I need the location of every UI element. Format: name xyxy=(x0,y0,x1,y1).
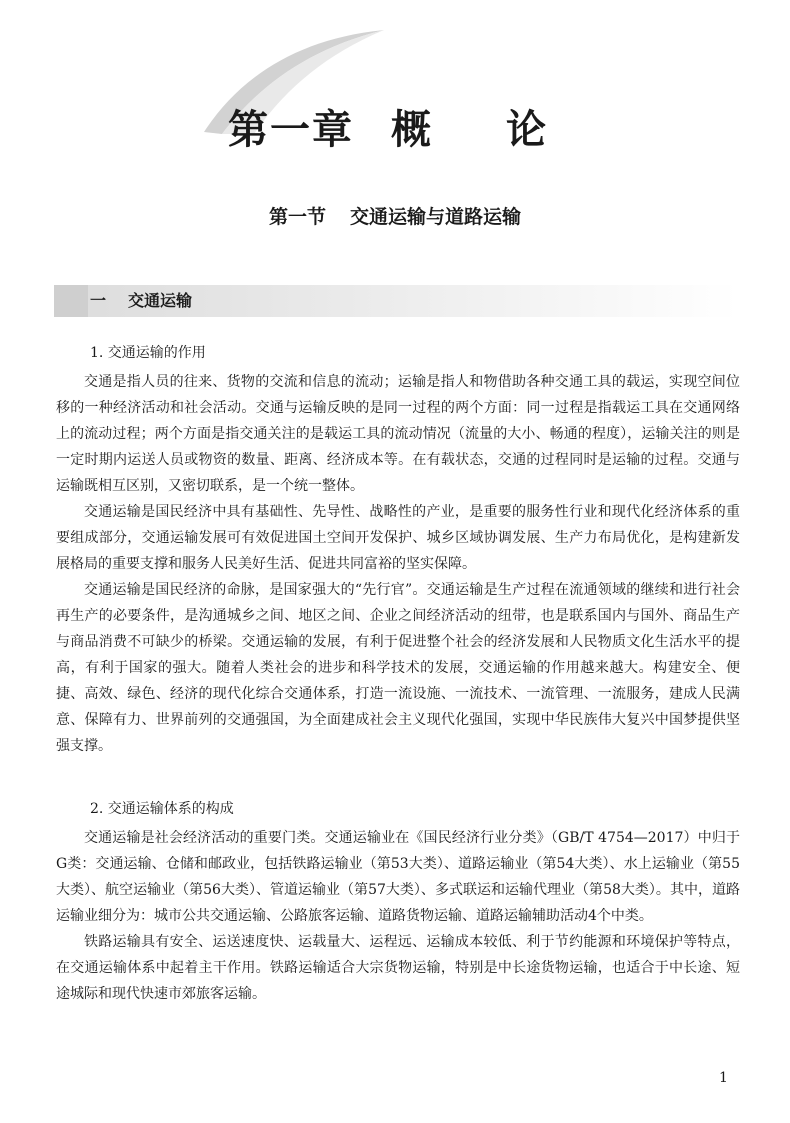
heading-number: 一 xyxy=(90,291,107,310)
section-title xyxy=(0,202,790,229)
chapter-title xyxy=(228,100,568,160)
chapter-number: 第一章 xyxy=(228,107,354,153)
subsection-title-1: 1. 交通运输的作用 xyxy=(90,345,206,361)
paragraph: 交通运输是社会经济活动的重要门类。交通运输业在《国民经济行业分类》（GB/T 4754—2017）中归于G类：交通运输、仓储和邮政业，包括铁路运输业（第53大类）、道路运输业（第54大类）、水上运输业（第55大类）、航空运输业（第56大类）、管道运输业（第57大类）、多式联运和运输代理业（第58大类）。其中，道路运输业细分为：城市公共交通运输、公路旅客运输、道路货物运输、道路运输辅助活动4个中类。 xyxy=(56,830,740,924)
paragraph: 交通运输是国民经济的命脉，是国家强大的“先行官”。交通运输是生产过程在流通领域的继续和进行社会再生产的必要条件，是沟通城乡之间、地区之间、企业之间经济活动的纽带，也是联系国内与国外、商品生产与商品消费不可缺少的桥梁。交通运输的发展，有利于促进整个社会的经济发展和人民物质文化生活水平的提高，有利于国家的强大。随着人类社会的进步和科学技术的发展，交通运输的作用越来越大。构建安全、便捷、高效、绿色、经济的现代化综合交通体系，打造一流设施、一流技术、一流管理、一流服务，建成人民满意、保障有力、世界前列的交通强国，为全面建成社会主义现代化强国，实现中华民族伟大复兴中国梦提供坚强支撑。 xyxy=(56,582,740,754)
heading-title: 交通运输 xyxy=(128,291,193,310)
section-number: 第一节 xyxy=(268,206,326,228)
subsection-body-2 xyxy=(56,825,740,1007)
paragraph: 交通是指人员的往来、货物的交流和信息的流动；运输是指人和物借助各种交通工具的载运，实现空间位移的一种经济活动和社会活动。交通与运输反映的是同一过程的两个方面：同一过程是指载运工具在交通网络上的流动过程；两个方面是指交通关注的是载运工具的流动情况（流量的大小、畅通的程度），运输关注的则是一定时期内运送人员或物资的数量、距离、经济成本等。在有载状态，交通的过程同时是运输的过程。交通与运输既相互区别，又密切联系，是一个统一整体。 xyxy=(56,374,740,494)
page-number: 1 xyxy=(719,1070,728,1086)
section-name: 交通运输与道路运输 xyxy=(350,206,522,228)
chapter-title-word-1: 概 xyxy=(391,107,431,153)
subsection-title-2: 2. 交通运输体系的构成 xyxy=(90,801,234,817)
heading-bar xyxy=(54,285,738,317)
chapter-title-word-2: 论 xyxy=(506,107,546,153)
paragraph: 交通运输是国民经济中具有基础性、先导性、战略性的产业，是重要的服务性行业和现代化经济体系的重要组成部分，交通运输发展可有效促进国土空间开发保护、城乡区域协调发展、生产力布局优化，是构建新发展格局的重要支撑和服务人民美好生活、促进共同富裕的坚实保障。 xyxy=(56,504,740,572)
subsection-body-1 xyxy=(56,369,740,759)
paragraph: 铁路运输具有安全、运送速度快、运载量大、运程远、运输成本较低、利于节约能源和环境保护等特点，在交通运输体系中起着主干作用。铁路运输适合大宗货物运输，特别是中长途货物运输，也适合于中长途、短途城际和现代快速市郊旅客运输。 xyxy=(56,934,740,1002)
heading-bar-marker xyxy=(54,285,88,317)
heading-label xyxy=(90,285,192,317)
